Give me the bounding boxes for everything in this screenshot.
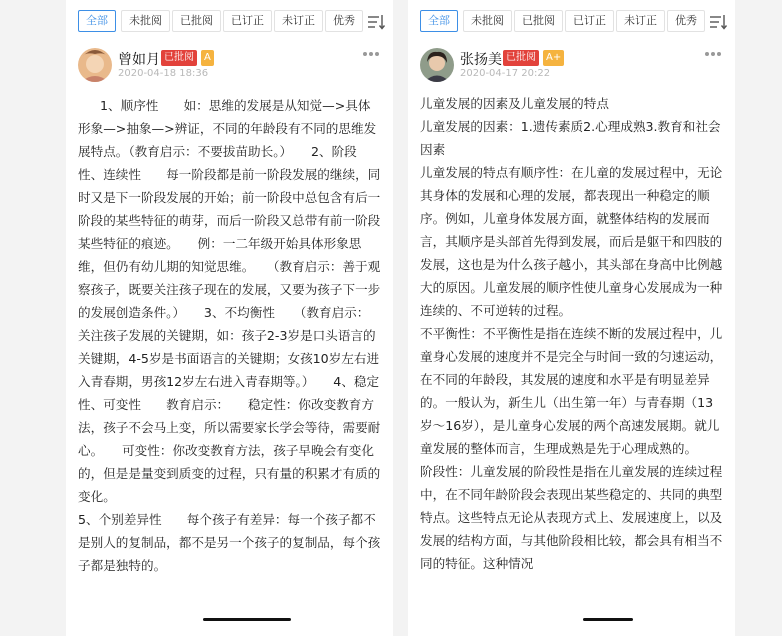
homework-panel-left xyxy=(66,0,393,636)
submission-header xyxy=(420,46,723,86)
page-gutter xyxy=(393,0,408,636)
more-options-icon[interactable] xyxy=(363,52,379,58)
submission-header xyxy=(78,46,381,86)
grade-badge: A+ xyxy=(543,50,564,66)
filter-all[interactable]: 全部 xyxy=(78,10,116,32)
content-paragraph: 儿童发展的特点有顺序性：在儿童的发展过程中，无论其身体的发展和心理的发展，都表现出一种稳定的顺序。例如，儿童身体发展方面，就整体结构的发展而言，其顺序是头部首先得到发展，而后是躯干和四肢的发展，这也是为什么孩子越小，其头部在身高中比例越大的原因。儿童发展的顺序性使儿童身心发展成为一种连续的、不可逆转的过程。 xyxy=(420,165,723,318)
content-paragraph: 儿童发展的因素及儿童发展的特点 xyxy=(420,96,609,111)
sort-icon[interactable] xyxy=(366,12,386,32)
filter-unreviewed[interactable]: 未批阅 xyxy=(121,10,170,32)
filter-reviewed[interactable]: 已批阅 xyxy=(514,10,563,32)
submission-content xyxy=(420,92,723,575)
content-paragraph: 不平衡性：不平衡性是指在连续不断的发展过程中，儿童身心发展的速度并不是完全与时间一致的匀速运动，在不同的年龄段，其发展的速度和水平是有明显差异的。一般认为，新生儿（出生第一年）与青春期（13岁～16岁），是儿童身心发展的两个高速发展期。就儿童发展的整体而言，生理成熟是先于心理成熟的。 xyxy=(420,326,723,456)
grade-badge: A xyxy=(201,50,214,66)
page-background-right xyxy=(735,0,782,636)
home-indicator xyxy=(583,618,633,621)
submission-date: 2020-04-18 18:36 xyxy=(118,68,209,79)
avatar[interactable] xyxy=(420,48,454,82)
filter-bar xyxy=(420,10,729,34)
filter-uncorrected[interactable]: 未订正 xyxy=(616,10,665,32)
filter-uncorrected[interactable]: 未订正 xyxy=(274,10,323,32)
submission-content xyxy=(78,94,381,577)
homework-panel-right xyxy=(408,0,735,636)
sort-icon[interactable] xyxy=(708,12,728,32)
filter-excellent[interactable]: 优秀 xyxy=(667,10,705,32)
status-badge: 已批阅 xyxy=(503,50,539,66)
filter-all[interactable]: 全部 xyxy=(420,10,458,32)
page-background-left xyxy=(0,0,66,636)
avatar[interactable] xyxy=(78,48,112,82)
content-paragraph: 儿童发展的因素：1.遗传素质2.心理成熟3.教育和社会因素 xyxy=(420,119,721,157)
more-options-icon[interactable] xyxy=(705,52,721,58)
filter-excellent[interactable]: 优秀 xyxy=(325,10,363,32)
content-paragraph: 5、个别差异性 每个孩子有差异：每一个孩子都不是别人的复制品，都不是另一个孩子的复制品，每个孩子都是独特的。 xyxy=(78,512,381,573)
home-indicator xyxy=(203,618,291,621)
filter-unreviewed[interactable]: 未批阅 xyxy=(463,10,512,32)
submission-date: 2020-04-17 20:22 xyxy=(460,68,551,79)
student-name: 张扬美 xyxy=(460,52,502,68)
status-badge: 已批阅 xyxy=(161,50,197,66)
filter-bar xyxy=(78,10,387,34)
filter-corrected[interactable]: 已订正 xyxy=(565,10,614,32)
student-name: 曾如月 xyxy=(118,52,160,68)
filter-reviewed[interactable]: 已批阅 xyxy=(172,10,221,32)
content-paragraph: 阶段性：儿童发展的阶段性是指在儿童发展的连续过程中，在不同年龄阶段会表现出某些稳定的、共同的典型特点。这些特点无论从表现方式上、发展速度上，以及发展的结构方面，与其他阶段相比较，都会具有相当不同的特征。这种情况 xyxy=(420,464,723,571)
content-paragraph: 1、顺序性 如：思维的发展是从知觉—>具体形象—>抽象—>辨证，不同的年龄段有不同的思维发展特点。（教育启示：不要拔苗助长。） 2、阶段性、连续性 每一阶段都是前一阶段发展的继续，同时又是下一阶段发展的开始；前一阶段中总包含有后一阶段的某些特征的萌芽，而后一阶段又总带有前一阶段某些特征的痕迹。 例：一二年级开始具体形象思维，但仍有幼儿期的知觉思维。 （教育启示：善于观察孩子，既要关注孩子现在的发展，又要为孩子下一步的发展创造条件。） 3、不均衡性 （教育启示：关注孩子发展的关键期，如：孩子2-3岁是口头语言的关键期，4-5岁是书面语言的关键期；女孩10岁左右进入青春期，男孩12岁左右进入青春期等。） 4、稳定性、可变性 教育启示： 稳定性：你改变教育方法，孩子不会马上变，所以需要家长学会等待，需要耐心。 可变性：你改变教育方法，孩子早晚会有变化的，但是是量变到质变的过程，只有量的积累才有质的变化。 xyxy=(78,98,381,504)
filter-corrected[interactable]: 已订正 xyxy=(223,10,272,32)
